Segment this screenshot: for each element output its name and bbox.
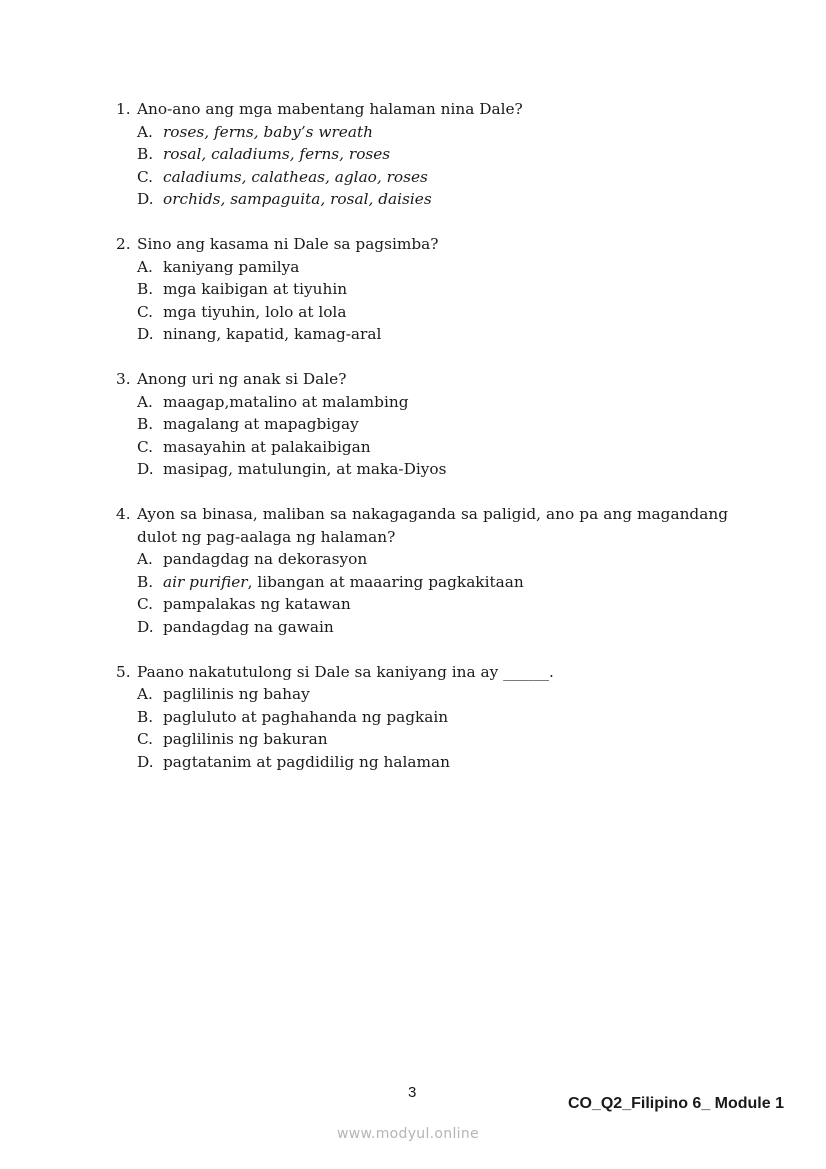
answer-option [116, 166, 728, 189]
question-item [116, 661, 728, 774]
option-text [163, 301, 346, 324]
option-text [163, 436, 371, 459]
option-text-regular: kaniyang pamilya [163, 257, 300, 276]
question-line [116, 503, 728, 548]
option-text-italic: orchids, sampaguita, rosal, daisies [163, 190, 432, 208]
option-text-regular: pagluluto at paghahanda ng pagkain [163, 707, 449, 726]
option-text [163, 548, 367, 571]
option-text [163, 593, 351, 616]
option-text-regular: mga tiyuhin, lolo at lola [163, 302, 347, 321]
module-label: CO_Q2_Filipino 6_ Module 1 [567, 1095, 784, 1112]
question-item [116, 503, 728, 638]
answer-option [116, 458, 728, 481]
question-number: 2. [116, 235, 131, 253]
option-letter: A. [137, 685, 153, 703]
answer-option [116, 256, 728, 279]
option-text [163, 188, 432, 211]
option-text-regular: paglilinis ng bakuran [163, 730, 328, 748]
option-letter: D. [137, 325, 154, 343]
option-text [163, 121, 373, 144]
question-text: Anong uri ng anak si Dale? [137, 370, 347, 388]
option-text-regular: , libangan at maaaring pagkakitaan [247, 572, 524, 591]
page-number: 3 [408, 1084, 417, 1101]
option-text-italic: air purifier [163, 572, 248, 591]
option-text-regular: masayahin at palakaibigan [163, 437, 371, 456]
option-text-regular: mga kaibigan at tiyuhin [163, 280, 348, 298]
option-text [163, 728, 328, 751]
answer-option [116, 616, 728, 639]
option-letter: C. [137, 730, 154, 748]
quiz-questions [116, 98, 728, 796]
answer-option [116, 413, 728, 436]
option-letter: D. [137, 752, 154, 771]
option-text-regular: ninang, kapatid, kamag-aral [163, 325, 382, 343]
option-letter: D. [137, 190, 154, 208]
option-letter: C. [137, 437, 154, 456]
option-letter: B. [137, 415, 154, 433]
option-text [163, 616, 334, 639]
question-item [116, 233, 728, 346]
option-text [163, 706, 448, 729]
option-letter: A. [137, 122, 153, 141]
option-letter: B. [137, 145, 154, 163]
option-text-italic: rosal, caladiums, ferns, roses [163, 145, 391, 163]
answer-option [116, 706, 728, 729]
question-line [116, 233, 728, 256]
option-text [163, 143, 390, 166]
answer-option [116, 143, 728, 166]
option-letter: B. [137, 707, 154, 726]
option-text [163, 391, 409, 414]
option-text-italic: roses, ferns, baby’s wreath [163, 122, 373, 141]
answer-option [116, 593, 728, 616]
answer-option [116, 391, 728, 414]
option-text-regular: pampalakas ng katawan [163, 595, 351, 613]
answer-option [116, 301, 728, 324]
option-text-regular: paglilinis ng bahay [163, 685, 310, 703]
answer-option [116, 728, 728, 751]
question-text: Sino ang kasama ni Dale sa pagsimba? [137, 235, 439, 253]
option-letter: C. [137, 595, 154, 613]
question-number: 1. [116, 100, 131, 118]
option-text [163, 166, 428, 189]
option-letter: A. [137, 550, 153, 568]
question-line [116, 98, 728, 121]
question-number: 4. [116, 505, 131, 523]
question-text: Ayon sa binasa, maliban sa nakagaganda sa paligid, ano pa ang magandang dulot ng pag-aalaga ng halaman? [137, 505, 728, 546]
option-text-regular: pagtatanim at pagdidilig ng halaman [163, 752, 450, 771]
option-letter: D. [137, 460, 154, 478]
answer-option [116, 188, 728, 211]
option-text-regular: pandagdag na dekorasyon [163, 550, 368, 568]
option-text-regular: pandagdag na gawain [163, 617, 334, 636]
question-item [116, 98, 728, 211]
answer-option [116, 571, 728, 594]
option-text [163, 458, 446, 481]
option-text [163, 323, 381, 346]
option-text [163, 683, 310, 706]
question-text: Paano nakatutulong si Dale sa kaniyang ina ay ______. [137, 662, 554, 681]
answer-option [116, 683, 728, 706]
question-number: 3. [116, 370, 131, 388]
option-text-italic: caladiums, calatheas, aglao, roses [163, 167, 428, 186]
option-text-regular: magalang at mapagbigay [163, 415, 359, 433]
answer-option [116, 436, 728, 459]
option-letter: B. [137, 572, 154, 591]
watermark: www.modyul.online [337, 1126, 479, 1142]
question-line [116, 661, 728, 684]
option-text [163, 256, 299, 279]
option-text [163, 571, 524, 594]
option-letter: A. [137, 392, 153, 411]
option-letter: B. [137, 280, 154, 298]
question-number: 5. [116, 662, 131, 681]
question-text: Ano-ano ang mga mabentang halaman nina Dale? [137, 100, 523, 118]
answer-option [116, 121, 728, 144]
option-text-regular: masipag, matulungin, at maka-Diyos [163, 460, 447, 478]
answer-option [116, 751, 728, 774]
option-text-regular: maagap,matalino at malambing [163, 392, 409, 411]
option-text [163, 413, 359, 436]
answer-option [116, 278, 728, 301]
option-text [163, 278, 347, 301]
option-letter: C. [137, 302, 154, 321]
question-item [116, 368, 728, 481]
option-letter: C. [137, 167, 154, 186]
option-letter: A. [137, 257, 153, 276]
answer-option [116, 323, 728, 346]
option-letter: D. [137, 617, 154, 636]
question-line [116, 368, 728, 391]
answer-option [116, 548, 728, 571]
option-text [163, 751, 450, 774]
